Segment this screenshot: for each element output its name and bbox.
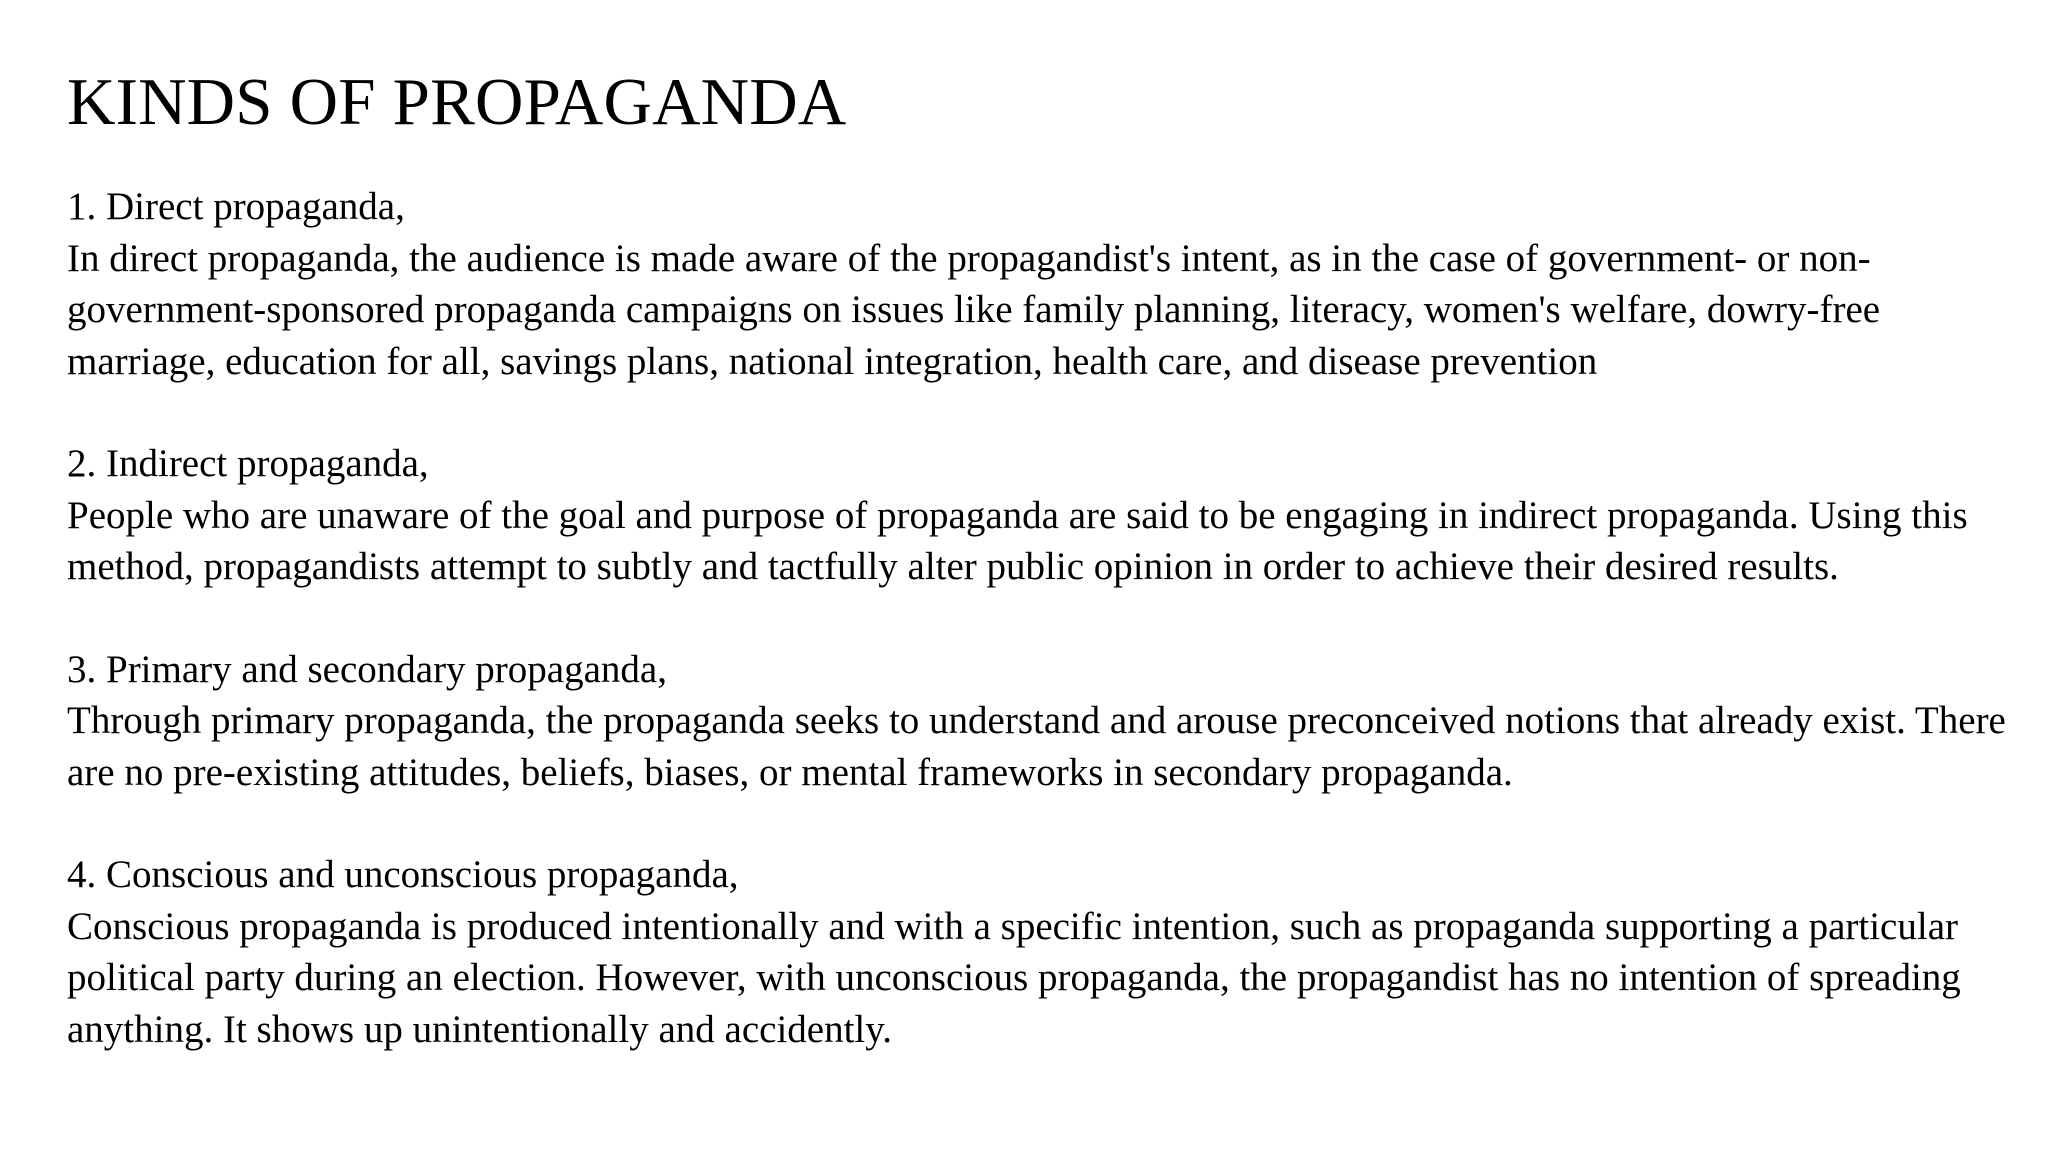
section-indirect-propaganda xyxy=(67,438,2027,593)
section-conscious-unconscious-propaganda xyxy=(67,849,2027,1055)
section-body: People who are unaware of the goal and purpose of propaganda are said to be engaging in indirect propaganda. Using this method, propagandists attempt to subtly and tactfully alter public opinion in order to achieve their desired results. xyxy=(67,493,1968,588)
section-body: Conscious propaganda is produced intentionally and with a specific intention, such as propaganda supporting a particular political party during an election. However, with unconscious propaganda, the propagandist has no intention of spreading anything. It shows up unintentionally and accidently. xyxy=(67,904,1961,1051)
section-heading: 3. Primary and secondary propaganda, xyxy=(67,647,667,691)
section-body: Through primary propaganda, the propaganda seeks to understand and arouse preconceived notions that already exist. There are no pre-existing attitudes, beliefs, biases, or mental frameworks in secondary propaganda. xyxy=(67,699,2006,794)
section-heading: 1. Direct propaganda, xyxy=(67,185,405,228)
section-body: In direct propaganda, the audience is made aware of the propagandist's intent, as in the case of government- or non-government-sponsored propaganda campaigns on issues like family planning, literacy, women's welfare, dowry-free marriage, education for all, savings plans, national integration, health care, and disease prevention xyxy=(67,236,1881,383)
section-primary-secondary-propaganda xyxy=(67,644,2027,799)
page-title: KINDS OF PROPAGANDA xyxy=(67,65,847,139)
slide-content xyxy=(67,58,2027,1055)
section-heading: 4. Conscious and unconscious propaganda, xyxy=(67,853,739,896)
section-direct-propaganda xyxy=(67,181,2027,387)
section-heading: 2. Indirect propaganda, xyxy=(67,442,429,485)
propaganda-kinds-list xyxy=(67,181,2027,1055)
